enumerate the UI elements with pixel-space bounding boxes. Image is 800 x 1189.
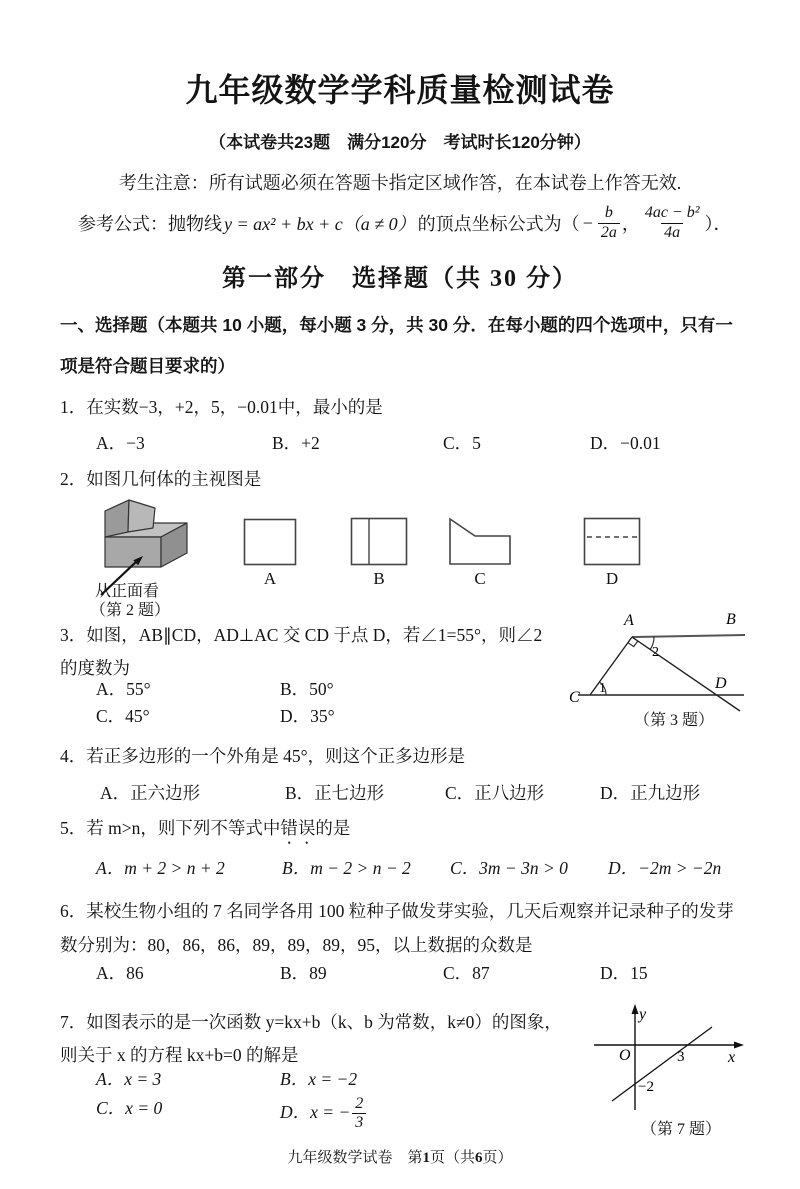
shape-label-b: B	[373, 569, 385, 588]
right-angle-mark	[628, 641, 638, 647]
page-footer: 九年级数学试卷 第1页（共6页）	[287, 1150, 513, 1166]
question-4-options	[60, 780, 780, 806]
option: C．正八边形	[445, 783, 545, 803]
formula-comma: ，	[621, 214, 640, 234]
question-7-text: 7．如图表示的是一次函数 y=kx+b（k、b 为常数，k≠0）的图象， 则关于 x 的方程 kx+b=0 的解是	[60, 1012, 562, 1065]
formula-close: ）．	[704, 214, 732, 234]
shape-label-a: A	[263, 569, 277, 588]
intro-line1: 一、选择题（本题共 10 小题，每小题 3 分，共 30 分．在每小题的四个选项中，只有一	[60, 315, 733, 335]
line-AD-extended	[632, 637, 740, 711]
option: B．正七边形	[285, 783, 385, 803]
question-4-text: 4．若正多边形的一个外角是 45°，则这个正多边形是	[60, 746, 466, 766]
solid-wedge-left-face	[105, 500, 129, 537]
option: B．50°	[280, 679, 334, 699]
option: D．−2m > −2n	[608, 858, 722, 878]
emphasized-word: 错误	[280, 818, 316, 838]
solid-front-face	[105, 537, 161, 567]
option: B．x = −2	[280, 1069, 358, 1089]
option: A．−3	[96, 433, 145, 453]
page-title: 九年级数学学科质量检测试卷	[185, 72, 615, 108]
question-2-text: 2．如图几何体的主视图是	[60, 469, 262, 489]
option: B．+2	[272, 433, 320, 453]
option-shape-d	[583, 517, 641, 566]
option: A．55°	[96, 679, 151, 699]
front-view-label: 从正面看	[95, 583, 160, 600]
formula-fraction-1: $\frac{b}{2a}$	[598, 204, 620, 242]
option: C．5	[443, 433, 481, 453]
reference-formula	[78, 196, 758, 250]
intro-line2: 项是符合题目要求的）	[60, 356, 235, 376]
exam-info: （本试卷共23题 满分120分 考试时长120分钟）	[209, 133, 591, 152]
option: C．87	[443, 963, 490, 983]
function-line	[612, 1027, 712, 1101]
question-6-options	[60, 960, 780, 986]
option-shape-a	[243, 518, 297, 566]
question-7-figure-caption: （第 7 题）	[641, 1121, 722, 1138]
point-label-B: B	[726, 611, 736, 628]
option: C．45°	[96, 706, 150, 726]
option: C．3m − 3n > 0	[450, 858, 568, 878]
candidate-notice: 考生注意：所有试题必须在答题卡指定区域作答，在本试卷上作答无效.	[118, 173, 682, 193]
formula-fraction-2: $\frac{\text{4ac − b²}}{4a}$	[644, 204, 700, 241]
section-intro	[60, 305, 748, 387]
formula-equation: y = ax² + bx + c（a ≠ 0）	[224, 214, 416, 234]
question-6-text: 6．某校生物小组的 7 名同学各用 100 粒种子做发芽实验，几天后观察并记录种子的发芽 数分别为：80，86，86，89，89，89，95，以上数据的众数是	[60, 901, 734, 955]
question-1-text: 1．在实数−3，+2，5，−0.01中，最小的是	[60, 397, 383, 417]
option: D．−0.01	[590, 433, 661, 453]
solid-wedge-right-face	[128, 500, 155, 532]
option-d-fraction: D．x = − $\frac{2}{3}$	[280, 1095, 368, 1133]
shape-label-c: C	[474, 569, 486, 588]
question-5-options	[60, 855, 780, 881]
question-3-figure	[568, 608, 796, 718]
origin-label: O	[619, 1047, 631, 1064]
option: D．正九边形	[600, 783, 701, 803]
option: A．86	[96, 963, 144, 983]
point-label-D: D	[715, 675, 727, 692]
option: B．89	[280, 963, 327, 983]
question-3-text: 3．如图，AB∥CD，AD⊥AC 交 CD 于点 D，若∠1=55°，则∠2 的度数为	[60, 625, 543, 678]
part1-heading: 第一部分 选择题（共 30 分）	[222, 266, 578, 292]
option: C．x = 0	[96, 1098, 163, 1118]
formula-prefix: 参考公式：抛物线	[78, 214, 222, 234]
line-AB	[632, 635, 745, 637]
question-2-figure-caption: （第 2 题）	[90, 602, 171, 619]
option: D．15	[600, 963, 648, 983]
point-label-A: A	[624, 612, 634, 629]
formula-mid: 的顶点坐标公式为（	[417, 214, 580, 234]
axis-label-y: y	[639, 1006, 647, 1023]
y-axis-arrowhead	[632, 1004, 639, 1014]
x-intercept-label: 3	[677, 1049, 685, 1065]
x-axis-arrowhead	[734, 1042, 744, 1049]
line-CA	[590, 637, 632, 695]
angle-1-label: 1	[599, 681, 606, 696]
axis-label-x: x	[728, 1049, 736, 1066]
question-5-text: 5．若 m>n，则下列不等式中错误的是	[60, 818, 351, 838]
option: A．正六边形	[100, 783, 201, 803]
option-shape-b	[350, 517, 408, 566]
option: B．m − 2 > n − 2	[282, 858, 411, 878]
point-label-C: C	[569, 689, 580, 706]
option-shape-c	[448, 517, 512, 566]
option: D．35°	[280, 706, 335, 726]
option: A．x = 3	[96, 1069, 162, 1089]
angle-2-label: 2	[652, 645, 659, 660]
formula-neg: −	[581, 212, 594, 233]
question-3-figure-caption: （第 3 题）	[634, 712, 715, 729]
option: A．m + 2 > n + 2	[96, 858, 225, 878]
question-7-figure	[592, 1002, 747, 1114]
question-1-options	[60, 430, 780, 456]
shape-label-d: D	[605, 569, 619, 588]
y-intercept-label: −2	[638, 1079, 654, 1095]
